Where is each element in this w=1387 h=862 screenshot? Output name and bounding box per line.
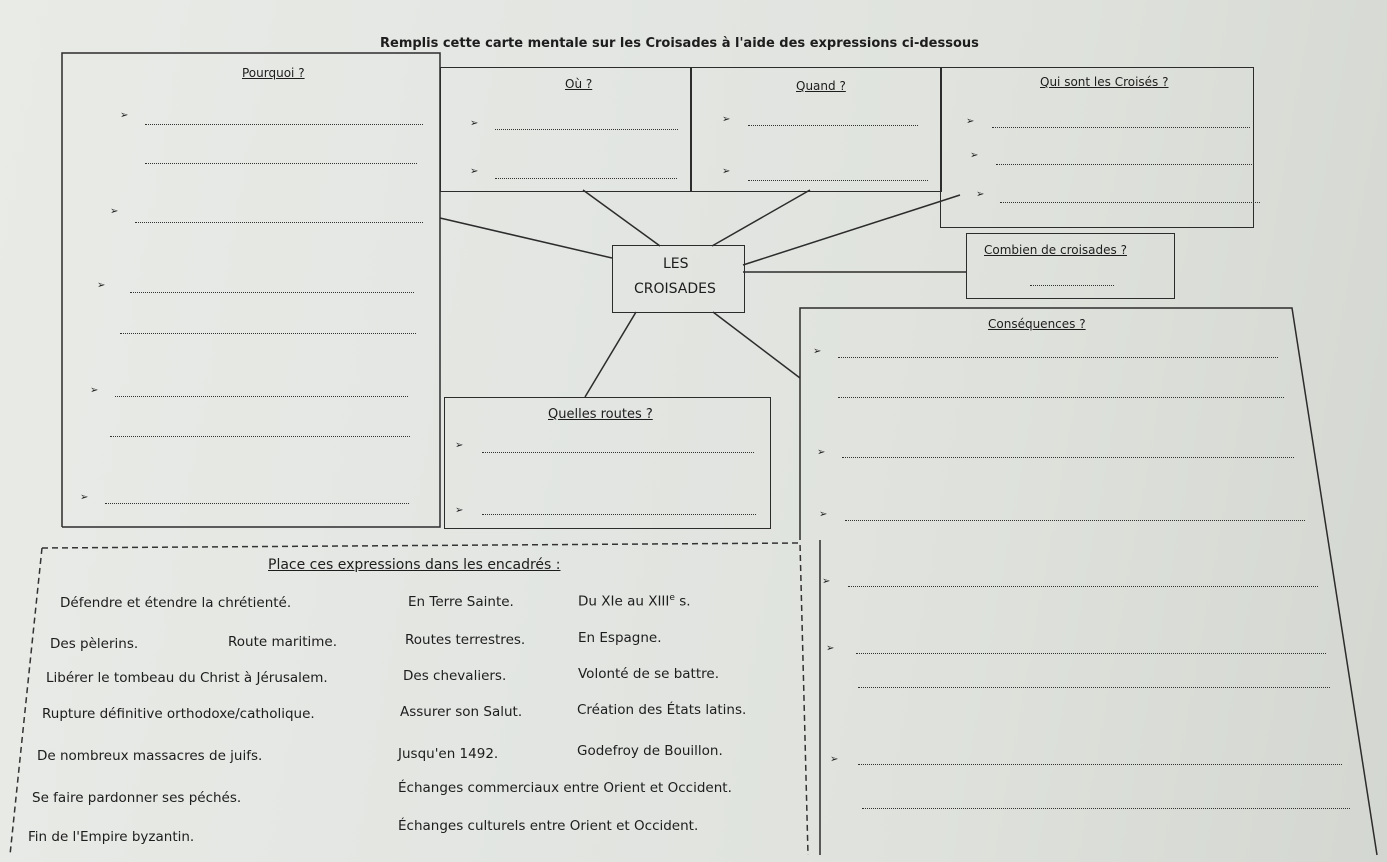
ou-heading: Où ? [565, 77, 593, 91]
arrow-icon: ➢ [722, 166, 731, 177]
arrow-icon: ➢ [90, 385, 99, 396]
center-line-2: CROISADES [634, 281, 716, 297]
expression: En Terre Sainte. [408, 594, 514, 610]
expression: Godefroy de Bouillon. [577, 743, 723, 759]
arrow-icon: ➢ [110, 206, 119, 217]
arrow-icon: ➢ [80, 492, 89, 503]
arrow-icon: ➢ [817, 447, 826, 458]
expression: De nombreux massacres de juifs. [37, 748, 263, 764]
page-title: Remplis cette carte mentale sur les Croisades à l'aide des expressions ci-dessous [380, 36, 979, 51]
expression: Création des États latins. [577, 702, 747, 718]
expression: Libérer le tombeau du Christ à Jérusalem. [46, 670, 328, 686]
arrow-icon: ➢ [826, 643, 835, 654]
expression: Rupture définitive orthodoxe/catholique. [42, 706, 315, 722]
place-title: Place ces expressions dans les encadrés : [268, 557, 561, 573]
arrow-icon: ➢ [813, 346, 822, 357]
expression: Défendre et étendre la chrétienté. [60, 595, 292, 611]
center-line-1: LES [663, 256, 689, 272]
expression: Du XIe au XIIIe s. [578, 593, 691, 610]
expression: Route maritime. [228, 634, 337, 650]
arrow-icon: ➢ [722, 114, 731, 125]
combien-heading: Combien de croisades ? [984, 243, 1127, 257]
expression: Des pèlerins. [50, 636, 139, 652]
expression: Assurer son Salut. [400, 704, 523, 720]
expression: Échanges commerciaux entre Orient et Occident. [398, 780, 732, 796]
arrow-icon: ➢ [455, 505, 464, 516]
expression: Volonté de se battre. [578, 666, 719, 682]
quand-heading: Quand ? [796, 79, 846, 93]
arrow-icon: ➢ [97, 280, 106, 291]
arrow-icon: ➢ [470, 118, 479, 129]
arrow-icon: ➢ [970, 150, 979, 161]
expression: Des chevaliers. [403, 668, 507, 684]
expression: Se faire pardonner ses péchés. [32, 790, 242, 806]
arrow-icon: ➢ [830, 754, 839, 765]
consequences-heading: Conséquences ? [988, 317, 1086, 331]
qui-heading: Qui sont les Croisés ? [1040, 75, 1169, 89]
expression: Échanges culturels entre Orient et Occident. [398, 818, 699, 834]
arrow-icon: ➢ [966, 116, 975, 127]
expression: Jusqu'en 1492. [398, 746, 499, 762]
arrow-icon: ➢ [470, 166, 479, 177]
arrow-icon: ➢ [120, 110, 129, 121]
expression: En Espagne. [578, 630, 662, 646]
expression: Routes terrestres. [405, 632, 526, 648]
pourquoi-heading: Pourquoi ? [242, 66, 305, 80]
arrow-icon: ➢ [976, 189, 985, 200]
expression: Fin de l'Empire byzantin. [28, 829, 195, 845]
arrow-icon: ➢ [819, 509, 828, 520]
arrow-icon: ➢ [822, 576, 831, 587]
routes-heading: Quelles routes ? [548, 407, 653, 422]
arrow-icon: ➢ [455, 440, 464, 451]
